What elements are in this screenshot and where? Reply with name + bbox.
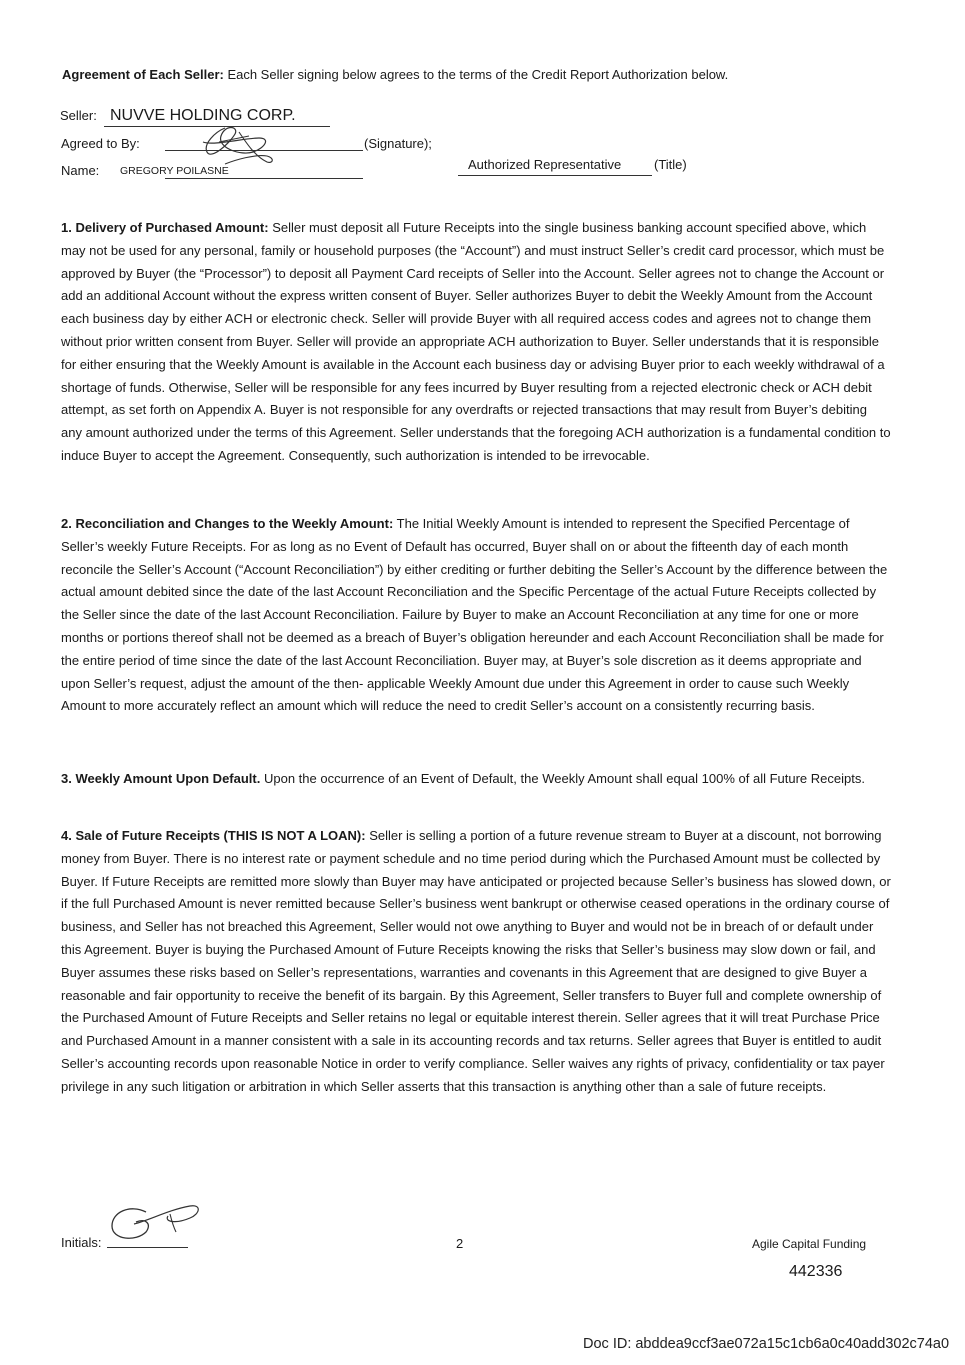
title-underline [458,175,652,176]
title-value: Authorized Representative [468,157,622,172]
section-1-heading: 1. Delivery of Purchased Amount: [61,220,269,235]
initials-label: Initials: [61,1235,102,1250]
section-4-body: Seller is selling a portion of a future revenue stream to Buyer at a discount, not borrowing money from Buyer. There is no interest rate or payment schedule and no time period during which the Purchased Amount must be collected by Buyer. If Future Receipts are remitted more slowly than Buyer may have anticipated or projected because Seller’s business has slowed down, or if the full Purchased Amount is never remitted because Seller’s business went bankrupt or otherwise ceased operations in the ordinary course of business, and Seller has not breached this Agreement, Seller would not owe anything to Buyer and would not be in breach of or default under this Agreement. Buyer is buying the Purchased Amount of Future Receipts knowing the risks that Seller’s business may slow down or fail, and Buyer assumes these risks based on Seller’s representations, warranties and covenants in this Agreement that are designed to give Buyer a reasonable and fair opportunity to receive the benefit of its bargain. By this Agreement, Seller transfers to Buyer full and complete ownership of the Purchased Amount of Future Receipts and Seller retains no legal or equitable interest therein. Seller agrees that it will treat Purchase Price and Purchased Amount in a manner consistent with a sale in its accounting records and tax returns. Seller agrees that Buyer is entitled to audit Seller’s accounting records upon reasonable Notice in order to verify compliance. Seller waives any rights of privacy, confidentiality or tax payer privilege in any such litigation or arbitration in which Seller asserts that this transaction is anything other than a sale of future receipts. [61,828,891,1094]
agreement-line [62,67,728,82]
section-reconciliation [61,513,891,718]
agreed-by-label: Agreed to By: [61,136,140,151]
section-1-body: Seller must deposit all Future Receipts into the single business banking account specified above, which may not be used for any personal, family or household purposes (the “Account”) and must instruct Seller’s credit card processor, which must be approved by Buyer (the “Processor”) to deposit all Payment Card receipts of Seller into the Account. Seller agrees not to change the Account or add an additional Account without the express written consent of Buyer. Seller authorizes Buyer to debit the Weekly Amount from the Account each business day by either ACH or electronic check. Seller will provide Buyer with all required access codes and agrees not to change them without prior written consent from Buyer. Seller will provide an appropriate ACH authorization to Buyer. Seller understands that it is responsible for either ensuring that the Weekly Amount is available in the Account each business day or advising Buyer prior to each weekly withdrawal of a shortage of funds. Otherwise, Seller will be responsible for any fees incurred by Buyer resulting from a rejected electronic check or ACH debit attempt, as set forth on Appendix A. Buyer is not responsible for any overdrafts or rejected transactions that may result from Buyer’s debiting any amount authorized under the terms of this Agreement. Seller understands that the foregoing ACH authorization is a fundamental condition to induce Buyer to accept the Agreement. Consequently, such authorization is intended to be irrevocable. [61,220,891,463]
section-default [61,764,891,795]
doc-id: Doc ID: abddea9ccf3ae072a15c1cb6a0c40add302c74a0 [583,1336,950,1352]
signature-suffix: (Signature); [364,136,432,151]
initials-signature-image [106,1200,204,1248]
name-value: GREGORY POILASNE [120,165,229,177]
name-label: Name: [61,163,100,178]
agreement-text: Each Seller signing below agrees to the terms of the Credit Report Authorization below. [223,67,729,82]
title-suffix: (Title) [654,157,687,172]
seller-signature-image [195,122,280,170]
section-delivery [61,217,891,468]
seller-label: Seller: [60,108,97,123]
company-name: Agile Capital Funding [752,1237,867,1251]
name-underline [165,178,363,179]
section-sale [61,825,891,1099]
section-3-body: Upon the occurrence of an Event of Default, the Weekly Amount shall equal 100% of all Future Receipts. [260,771,865,786]
page-number: 2 [456,1236,464,1251]
section-2-body: The Initial Weekly Amount is intended to represent the Specified Percentage of Seller’s weekly Future Receipts. For as long as no Event of Default has occurred, Buyer shall on or about the fifteenth day of each month reconcile the Seller’s Account (“Account Reconciliation”) by either crediting or further debiting the Seller’s Account by the difference between the actual amount debited since the date of the last Account Reconciliation and the Specific Percentage of the actual Future Receipts collected by the Seller since the date of the last Account Reconciliation. Failure by Buyer to make an Account Reconciliation at any time for one or more months or portions thereof shall not be deemed as a breach of Buyer’s obligation hereunder and each Account Reconciliation shall be made for the entire period of time since the date of the last Account Reconciliation. Buyer may, at Buyer’s sole discretion as it deems appropriate and upon Seller’s request, adjust the amount of the then- applicable Weekly Amount due under this Agreement in order to cause such Weekly Amount to more accurately reflect an amount which will reduce the need to credit Seller’s account on a consistently recurring basis. [61,516,888,714]
seller-name: NUVVE HOLDING CORP. [110,107,296,124]
section-2-heading: 2. Reconciliation and Changes to the Weekly Amount: [61,516,394,531]
section-3-heading: 3. Weekly Amount Upon Default. [61,771,261,786]
agreement-heading: Agreement of Each Seller: [62,67,224,82]
section-4-heading: 4. Sale of Future Receipts (THIS IS NOT A LOAN): [61,828,366,843]
reference-number: 442336 [789,1263,843,1280]
